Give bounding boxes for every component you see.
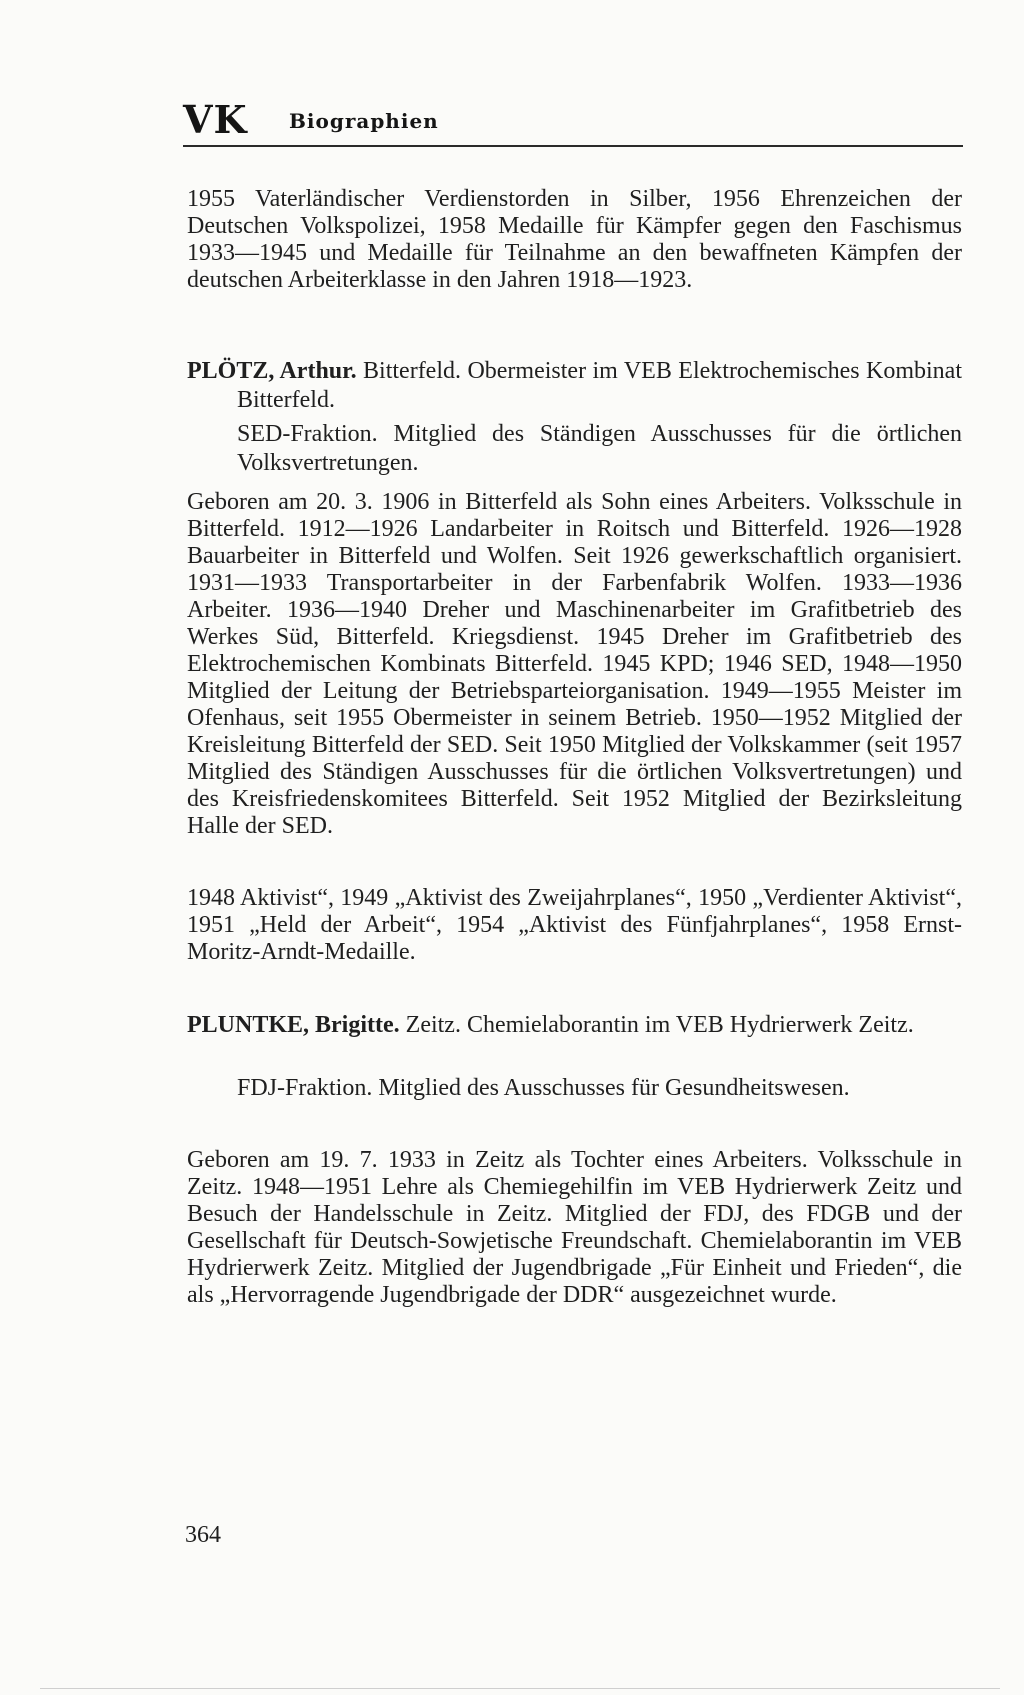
scan-edge-line [40,1688,1000,1689]
page-number: 364 [185,1522,221,1548]
entry-intro-ploetz: Bitterfeld. Obermeister im VEB Elektrochemisches Kombinat Bitterfeld. [237,358,962,413]
entry-fraction-pluntke: FDJ-Fraktion. Mitglied des Ausschusses für Gesundheitswesen. [237,1075,850,1101]
entry-intro-pluntke: Zeitz. Chemielaborantin im VEB Hydrierwerk Zeitz. [399,1012,914,1038]
header-rule [183,145,963,147]
header-mark: VK [183,97,248,142]
entry-heading-pluntke [187,1011,962,1040]
running-header [183,98,963,142]
header-title: Biographien [289,109,439,133]
entry-awards-ploetz: 1948 Aktivist“, 1949 „Aktivist des Zweijahrplanes“, 1950 „Verdienter Aktivist“, 1951 „Held der Arbeit“, 1954 „Aktivist des Fünfjahrplanes“, 1958 Ernst-Moritz-Arndt-Medaille. [187,885,962,965]
entry-name-ploetz: PLÖTZ, Arthur. [187,358,357,384]
entry-name-pluntke: PLUNTKE, Brigitte. [187,1012,400,1038]
entry-fraction-ploetz: SED-Fraktion. Mitglied des Ständigen Ausschusses für die örtlichen Volksvertretungen. [237,421,962,476]
entry-biography-pluntke: Geboren am 19. 7. 1933 in Zeitz als Tochter eines Arbeiters. Volksschule in Zeitz. 1948—1951 Lehre als Chemiegehilfin im VEB Hydrierwerk Zeitz und Besuch der Handelsschule in Zeitz. Mitglied der FDJ, des FDGB und der Gesellschaft für Deutsch-Sowjetische Freundschaft. Chemielaborantin im VEB Hydrierwerk Zeitz. Mitglied der Jugendbrigade „Für Einheit und Frieden“, die als „Hervorragende Jugendbrigade der DDR“ ausgezeichnet wurde. [187,1147,962,1308]
entry-heading-ploetz [187,357,962,414]
previous-entry-awards: 1955 Vaterländischer Verdienstorden in Silber, 1956 Ehrenzeichen der Deutschen Volkspolizei, 1958 Medaille für Kämpfer gegen den Faschismus 1933—1945 und Medaille für Teilnahme an den bewaffneten Kämpfen der deutschen Arbeiterklasse in den Jahren 1918—1923. [187,186,962,293]
entry-biography-ploetz: Geboren am 20. 3. 1906 in Bitterfeld als Sohn eines Arbeiters. Volksschule in Bitterfeld. 1912—1926 Landarbeiter in Roitsch und Bitterfeld. 1926—1928 Bauarbeiter in Bitterfeld und Wolfen. Seit 1926 gewerkschaftlich organisiert. 1931—1933 Transportarbeiter in der Farbenfabrik Wolfen. 1933—1936 Arbeiter. 1936—1940 Dreher und Maschinenarbeiter im Grafitbetrieb des Werkes Süd, Bitterfeld. Kriegsdienst. 1945 Dreher im Grafitbetrieb des Elektrochemischen Kombinats Bitterfeld. 1945 KPD; 1946 SED, 1948—1950 Mitglied der Leitung der Betriebsparteiorganisation. 1949—1955 Meister im Ofenhaus, seit 1955 Obermeister in seinem Betrieb. 1950—1952 Mitglied der Kreisleitung Bitterfeld der SED. Seit 1950 Mitglied der Volkskammer (seit 1957 Mitglied des Ständigen Ausschusses für die örtlichen Volksvertretungen) und des Kreisfriedenskomitees Bitterfeld. Seit 1952 Mitglied der Bezirksleitung Halle der SED. [187,489,962,839]
